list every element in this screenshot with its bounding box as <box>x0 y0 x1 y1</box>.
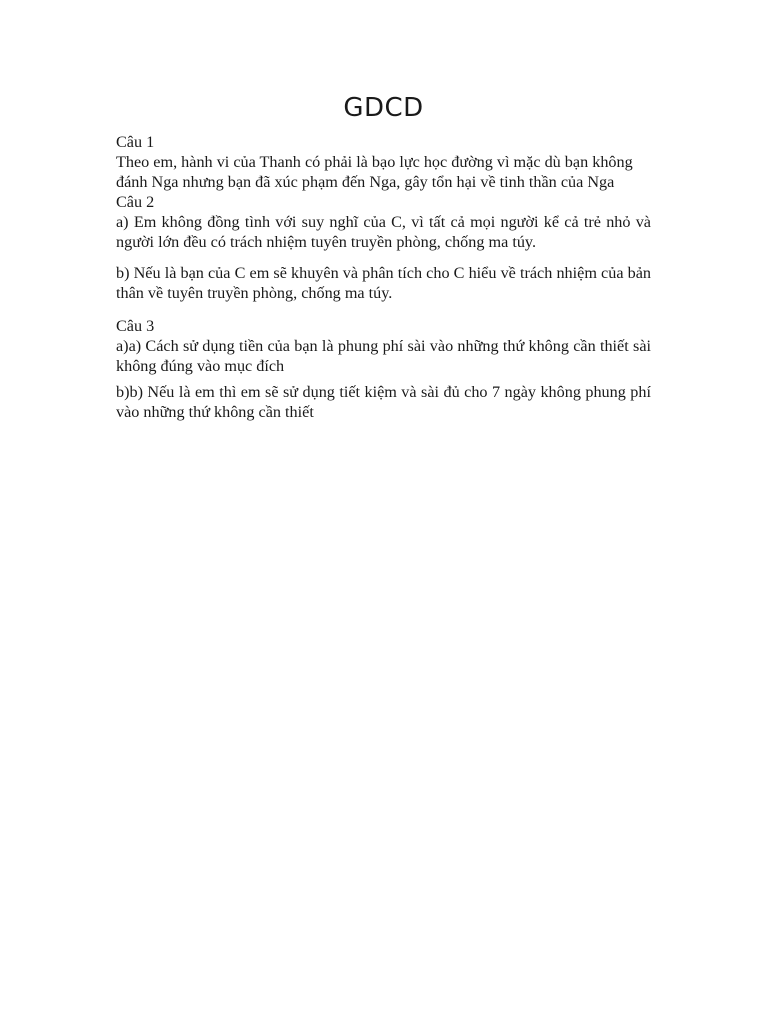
question-1-heading: Câu 1 <box>116 133 155 151</box>
document-content <box>116 90 651 422</box>
question-3-heading: Câu 3 <box>116 317 155 335</box>
question-3-answer-a: a)a) Cách sử dụng tiền của bạn là phung phí sài vào những thứ không cần thiết sài không đúng vào mục đích <box>116 337 651 375</box>
question-2-answer-a: a) Em không đồng tình với suy nghĩ của C, vì tất cả mọi người kể cả trẻ nhỏ và người lớn đều có trách nhiệm tuyên truyền phòng, chống ma túy. <box>116 213 651 251</box>
question-2-heading: Câu 2 <box>116 193 155 211</box>
document-title: GDCD <box>343 93 424 123</box>
question-2-answer-b: b) Nếu là bạn của C em sẽ khuyên và phân tích cho C hiểu về trách nhiệm của bản thân về tuyên truyền phòng, chống ma túy. <box>116 264 651 302</box>
question-3-answer-b: b)b) Nếu là em thì em sẽ sử dụng tiết kiệm và sài đủ cho 7 ngày không phung phí vào những thứ không cần thiết <box>116 383 651 421</box>
question-1-answer: Theo em, hành vi của Thanh có phải là bạo lực học đường vì mặc dù bạn không đánh Nga nhưng bạn đã xúc phạm đến Nga, gây tổn hại về tinh thần của Nga <box>116 153 633 191</box>
